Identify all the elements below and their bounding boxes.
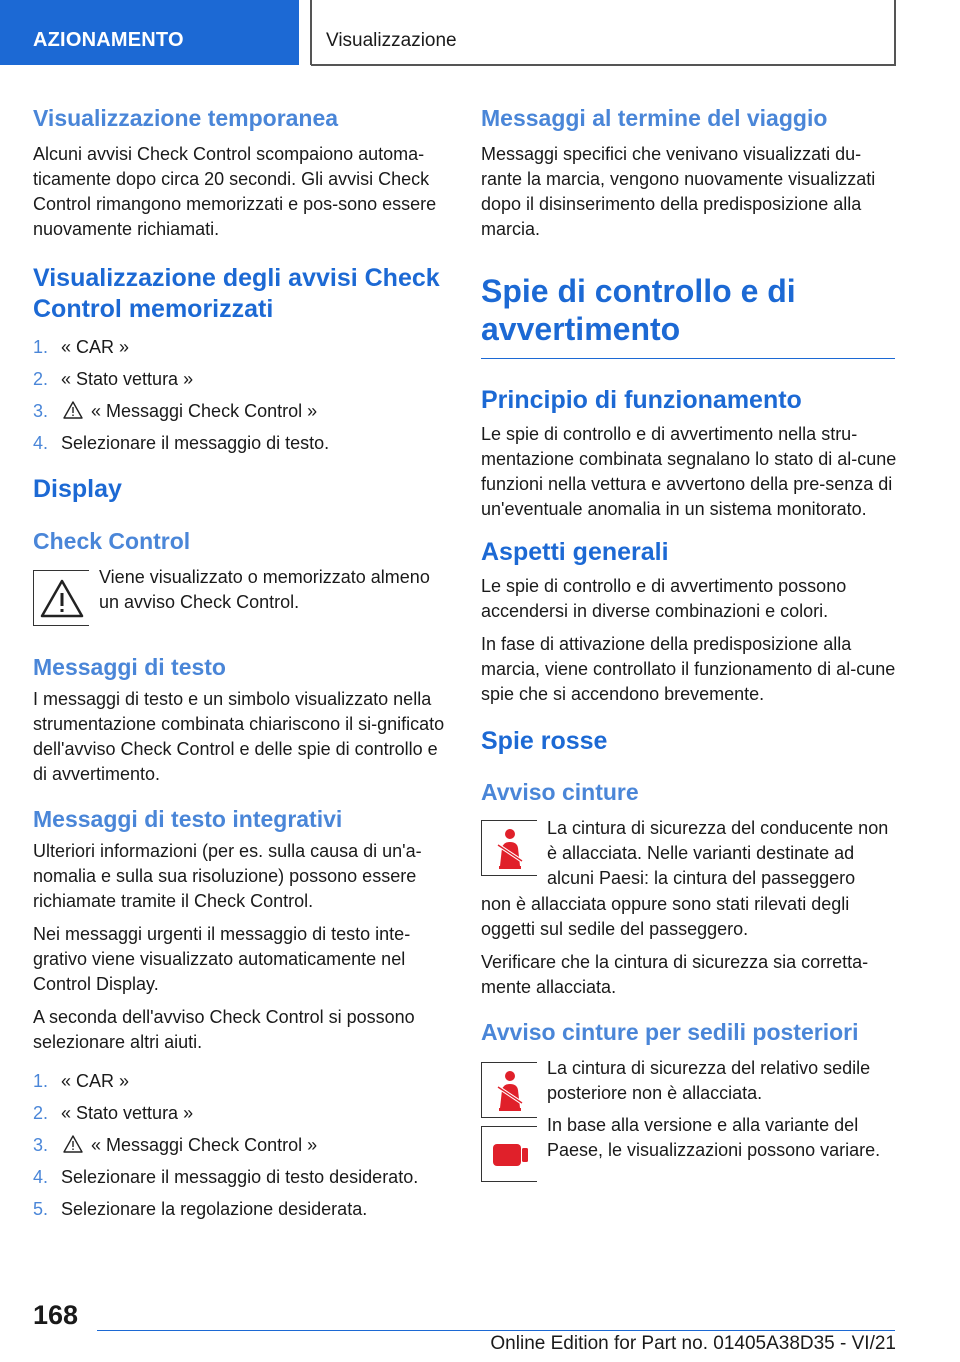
header-underline — [311, 64, 896, 66]
warning-triangle-icon — [34, 571, 90, 627]
heading-check-control: Check Control — [33, 528, 191, 554]
heading-temp: Visualizzazione temporanea — [33, 105, 339, 131]
right-column — [481, 100, 897, 1182]
heading-end-trip: Messaggi al termine del viaggio — [481, 105, 828, 131]
warning-triangle-icon — [63, 401, 83, 419]
page-number: 168 — [33, 1300, 79, 1330]
seatbelt-icon — [482, 1063, 538, 1119]
chapter-rule — [481, 358, 895, 359]
seatbelt-icon — [482, 821, 538, 877]
cc-icon-box — [33, 570, 89, 626]
header-divider — [310, 0, 312, 65]
steps-list-1 — [33, 335, 453, 456]
heading-principle: Principio di funzionamento — [481, 386, 802, 414]
text-belt-b: non è allacciata oppure sono stati rilevati degli oggetti sul sedile del passeggero. — [481, 894, 850, 939]
left-column — [33, 100, 453, 1229]
text-messages: I messaggi di testo e un simbolo visualizzato nella strumentazione combinata chiariscono il si-gnificato dell'avviso Check Control e delle spie di controllo e di avvertimento. — [33, 689, 445, 784]
text-general-2: In fase di attivazione della predisposizione alla marcia, viene controllato il funzionamento di al-cune spie che si accendono brevemente. — [481, 634, 896, 704]
list-item: 3. « Messaggi Check Control » — [33, 1135, 318, 1155]
rear-belt-icon-box — [481, 1062, 537, 1118]
heading-messages-integrative: Messaggi di testo integrativi — [33, 806, 343, 832]
rear-seat-icon — [482, 1127, 538, 1183]
text-belt-a: La cintura di sicurezza del conducente non è allacciata. Nelle varianti destinate ad alcuni Paesi: la cintura del passeggero — [547, 818, 889, 888]
list-item: 5. Selezionare la regolazione desiderata. — [33, 1199, 368, 1219]
rear-belt-block — [481, 1056, 897, 1182]
chapter-header-title: Visualizzazione — [326, 30, 457, 51]
belt-block — [481, 816, 897, 892]
header-right-border — [894, 0, 896, 66]
steps-list-2 — [33, 1069, 453, 1222]
section-label: AZIONAMENTO — [33, 29, 184, 51]
footer-rule — [97, 1330, 895, 1331]
heading-messages: Messaggi di testo — [33, 654, 226, 680]
heading-red-lights: Spie rosse — [481, 727, 608, 755]
list-item: 3. « Messaggi Check Control » — [33, 401, 318, 421]
list-item: 2. « Stato vettura » — [33, 1103, 194, 1123]
heading-stored: Visualizzazione degli avvisi Check Control memorizzati — [33, 264, 440, 323]
belt-icon-box — [481, 820, 537, 876]
text-check-control: Viene visualizzato o memorizzato almeno un avviso Check Control. — [99, 567, 430, 612]
text-general-1: Le spie di controllo e di avvertimento possono accendersi in diverse combinazioni e colori. — [481, 576, 847, 621]
heading-general: Aspetti generali — [481, 538, 669, 566]
list-item: 4. Selezionare il messaggio di testo desiderato. — [33, 1167, 419, 1187]
text-temp: Alcuni avvisi Check Control scompaiono automa-ticamente dopo circa 20 secondi. Gli avvisi Check Control rimangono memorizzati e pos-sono essere nuovamente richiamati. — [33, 144, 437, 239]
heading-display: Display — [33, 475, 122, 503]
list-item: 1. « CAR » — [33, 1071, 130, 1091]
text-messages-int-1: Ulteriori informazioni (per es. sulla causa di un'a-nomalia e sulla sua risoluzione) possono essere richiamate tramite il Check Control. — [33, 841, 422, 911]
chapter-title: Spie di controllo e di avvertimento — [481, 273, 796, 347]
text-end-trip: Messaggi specifici che venivano visualizzati du-rante la marcia, vengono nuovamente visualizzati dopo il disinserimento della predisposizione alla marcia. — [481, 144, 876, 239]
text-rear-2: In base alla versione e alla variante del Paese, le visualizzazioni possono variare. — [547, 1115, 881, 1160]
list-item: 2. « Stato vettura » — [33, 369, 194, 389]
list-item: 1. « CAR » — [33, 337, 130, 357]
section-tab — [0, 0, 299, 65]
warning-triangle-icon — [63, 1135, 83, 1153]
heading-rear-belt: Avviso cinture per sedili posteriori — [481, 1019, 859, 1045]
text-messages-int-3: A seconda dell'avviso Check Control si possono selezionare altri aiuti. — [33, 1007, 415, 1052]
heading-belt-warning: Avviso cinture — [481, 779, 639, 805]
footer-edition: Online Edition for Part no. 01405A38D35 - VI/21 — [490, 1333, 896, 1354]
text-rear-1: La cintura di sicurezza del relativo sedile posteriore non è allacciata. — [547, 1058, 871, 1103]
text-belt-2: Verificare che la cintura di sicurezza sia corretta-mente allacciata. — [481, 952, 869, 997]
text-messages-int-2: Nei messaggi urgenti il messaggio di testo inte-grativo viene visualizzato automaticamente nel Control Display. — [33, 924, 411, 994]
rear-seat-icon-box — [481, 1126, 537, 1182]
list-item: 4. Selezionare il messaggio di testo. — [33, 433, 330, 453]
text-principle: Le spie di controllo e di avvertimento nella stru-mentazione combinata segnalano lo stato di al-cune funzioni nella vettura e avvertono della pre-senza di un'eventuale anomalia in un sistema monitorato. — [481, 424, 897, 519]
cc-block — [33, 565, 453, 637]
